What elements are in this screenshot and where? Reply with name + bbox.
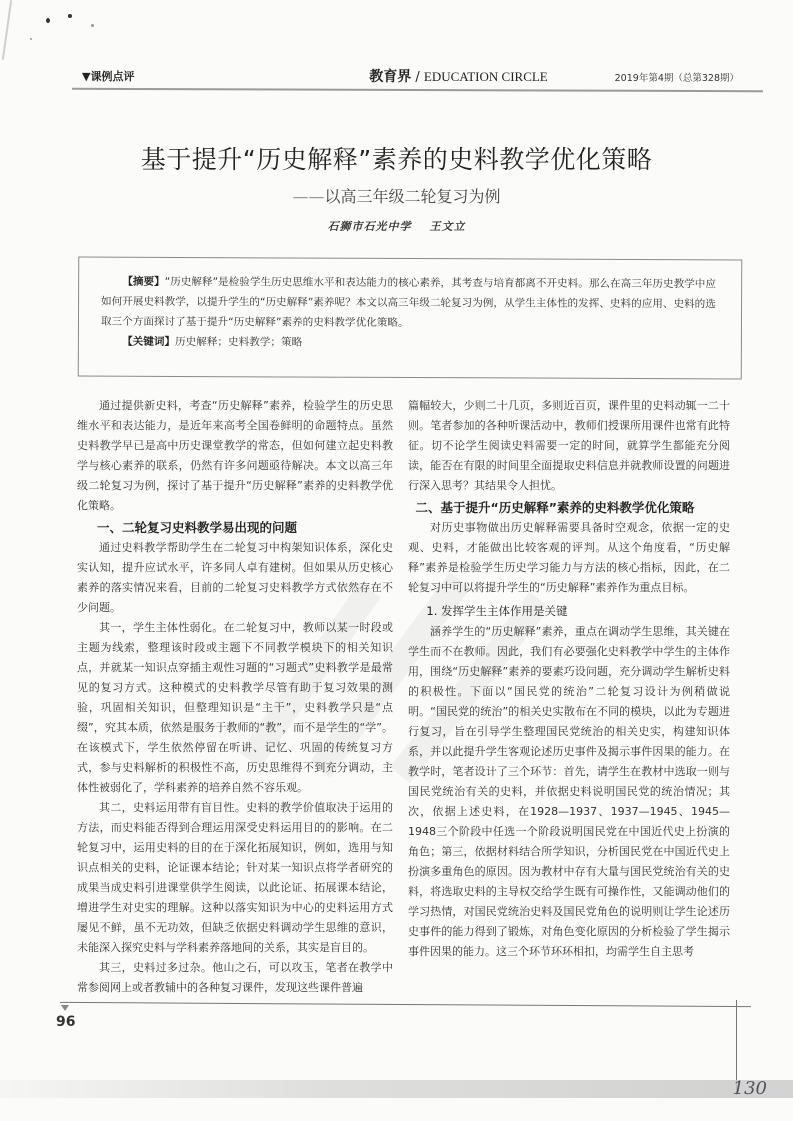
journal-name-cn: 教育界 — [369, 69, 412, 85]
journal-name-en: EDUCATION CIRCLE — [423, 69, 548, 84]
body-paragraph: 对历史事物做出历史解释需要具备时空观念，依据一定的史观、史料，才能做出比较客观的评判。从这个角度看，“历史解释”素养是检验学生历史学习能力与方法的核心指标，因此，在二轮复习中可以将提升学生的“历史解释”素养作为重点目标。 — [408, 521, 730, 594]
section-heading-1: 一、二轮复习史料教学易出现的问题 — [97, 520, 298, 535]
scan-speck — [68, 14, 72, 18]
header-divider — [72, 88, 763, 92]
abstract-label: 【摘要】 — [122, 275, 165, 288]
scan-edge-mark — [2, 0, 12, 60]
handwritten-page-mark: 130 — [732, 1078, 767, 1099]
body-paragraph: 涵养学生的“历史解释”素养，重点在调动学生思维，其关键在学生而不在教师。因此，我们有必要强化史料教学中学生的主体作用，围绕“历史解释”素养的要素巧设问题，充分调动学生解析史料的积极性。下面以“国民党的统治”二轮复习设计为例稍做说明。“国民党的统治”的相关史实散布在不同的模块，以此为专题进行复习，旨在引导学生整理国民党统治的相关史实，构建知识体系，并以此提升学生客观论述历史事件及揭示事件因果的能力。在教学时，笔者设计了三个环节：首先，请学生在教材中选取一则与国民党统治有关的史料，并依据史料说明国民党的统治情况；其次，依据上述史料，在1928—1937、1937—1945、1945—1948三个阶段中任选一个阶段说明国民党在中国近代史上扮演的角色；第三，依据材料结合所学知识，分析国民党在中国近代史上扮演多重角色的原因。因为教材中存有大量与国民党统治有关的史料，将选取史料的主导权交给学生既有可操作性，又能调动他们的学习热情，对国民党统治史料及国民党角色的说明则让学生论述历史事件的能力得到了锻炼，对角色变化原因的分析检验了学生揭示事件因果的能力。这三个环节环环相扣，均需学生自主思考 — [408, 625, 730, 958]
article-subtitle: ——以高三年级二轮复习为例 — [292, 187, 501, 206]
scan-speck — [30, 38, 32, 40]
intro-paragraph: 通过提供新史料，考查“历史解释”素养，检验学生的历史思维水平和表达能力，是近年来高考全国卷鲜明的命题特点。虽然史料教学早已是高中历史课堂教学的常态，但如何建立起史料教学与核心素养的联系，仍然有许多问题亟待解决。本文以高三年级二轮复习为例，探讨了基于提升“历史解释”素养的史料教学优化策略。 — [77, 399, 393, 512]
body-paragraph: 其二，史料运用带有盲目性。史料的教学价值取决于运用的方法，而史料能否得到合理运用深受史料运用目的的影响。在二轮复习中，运用史料的目的在于深化拓展知识，例如，选用与知识点相关的史料，论证课本结论；针对某一知识点将学者研究的成果当成史料引进课堂供学生阅读，以此论证、拓展课本结论，增进学生对史实的理解。这种以落实知识为中心的史料运用方式屡见不鲜，虽不无功效，但缺乏依据史料调动学生思维的意识，未能深入探究史料与学科素养落地间的关系，其实是盲目的。 — [77, 801, 393, 954]
abstract-box — [78, 257, 743, 380]
author-affiliation: 石狮市石光中学 — [327, 220, 412, 233]
body-paragraph: 通过史料教学帮助学生在二轮复习中构架知识体系，深化史实认知，提升应试水平，许多同人卓有建树。但如果从历史核心素养的落实情况来看，目前的二轮复习史料教学方式依然存在不少问题。 — [77, 541, 393, 614]
body-paragraph-continued: 篇幅较大，少则二十几页，多则近百页，课件里的史料动辄一二十则。笔者参加的各种听课活动中，教师们授课所用课件也常有此特征。切不论学生阅读史料需要一定的时间，就算学生都能充分阅读，能否在有限的时间里全面提取史料信息并就教师设置的问题进行深入思考？其结果令人担忧。 — [408, 399, 730, 492]
scan-speck — [46, 18, 50, 23]
issue-info: 2019年第4期（总第328期） — [614, 73, 739, 84]
footer-divider — [60, 1002, 751, 1007]
abstract-paragraph — [101, 272, 723, 335]
scan-shadow-band — [0, 1080, 793, 1098]
subsection-heading-1: 1. 发挥学生主体作用是关键 — [426, 604, 568, 618]
running-header — [82, 66, 743, 88]
author-line — [0, 218, 793, 234]
section-label: ▼课例点评 — [82, 70, 135, 83]
article-title: 基于提升“历史解释”素养的史料教学优化策略 — [140, 145, 653, 174]
page-number: 96 — [56, 1014, 76, 1030]
keywords-label: 【关键词】 — [122, 335, 176, 348]
scan-speck — [91, 24, 94, 27]
section-heading-2: 二、基于提升“历史解释”素养的史料教学优化策略 — [415, 500, 695, 515]
body-paragraph: 其一，学生主体性弱化。在二轮复习中，教师以某一时段或主题为线索，整理该时段或主题下不同教学模块下的相关知识点，并就某一知识点穿插主观性习题的“习题式”史料教学是最常见的复习方式。这种模式的史料教学尽管有助于复习效果的测验，巩固相关知识，但整理知识是“主干”，史料教学只是“点缀”，究其本质，依然是服务于教师的“教”，而不是学生的“学”。在该模式下，学生依然停留在听讲、记忆、巩固的传统复习方式，参与史料解析的积极性不高，历史思维得不到充分调动，主体性被弱化了，学科素养的培养自然不容乐观。 — [77, 621, 393, 794]
author-name: 王文立 — [429, 220, 466, 233]
journal-name-separator: / — [411, 70, 424, 85]
body-column-left — [77, 396, 393, 998]
abstract-text: “历史解释”是检验学生历史思维水平和表达能力的核心素养，其考查与培育都离不开史料。那么在高三年历史教学中应如何开展史料教学，以提升学生的“历史解释”素养呢？本文以高三年级二轮复习为例，从学生主体性的发挥、史料的应用、史料的选取三个方面探讨了基于提升“历史解释”素养的史料教学优化策略。 — [100, 275, 717, 329]
keywords-paragraph — [101, 332, 723, 355]
keywords-text: 历史解释；史料教学；策略 — [175, 335, 303, 349]
footer-marker-icon — [61, 1005, 69, 1011]
body-column-right — [408, 396, 730, 962]
body-paragraph: 其三，史料过多过杂。他山之石，可以攻玉，笔者在教学中常参阅网上或者教辅中的各种复习课件，发现这些课件普遍 — [77, 961, 393, 994]
